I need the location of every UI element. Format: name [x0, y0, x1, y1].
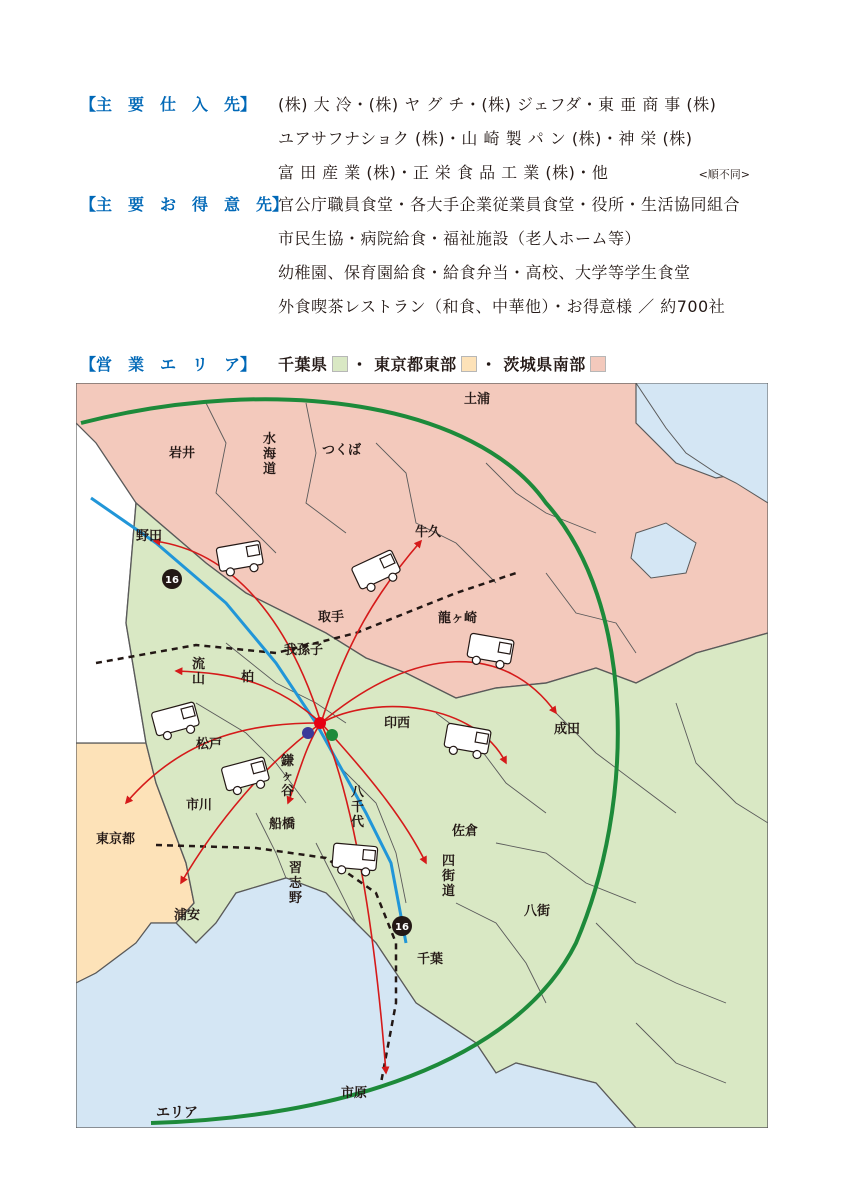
suppliers-line-1: (株) 大 冷・(株) ヤ グ チ・(株) ジェフダ・東 亜 商 事 (株): [278, 95, 717, 114]
region-chiba-name: 千葉県: [278, 355, 328, 374]
label-kamagaya: 鎌ヶ谷: [281, 754, 295, 799]
suppliers-label: 【主 要 仕 入 先】: [80, 95, 257, 114]
label-yachiyo: 八千代: [351, 785, 365, 830]
area-regions: [278, 350, 610, 380]
region-tokyo-swatch: [461, 356, 477, 372]
suppliers-line-3: 富 田 産 業 (株)・正 栄 食 品 工 業 (株)・他: [278, 163, 609, 182]
hub-red-dot: [314, 717, 326, 729]
sales-area-map: [76, 383, 768, 1128]
label-sakura: 佐倉: [452, 824, 479, 839]
route-16-badge-south: [392, 916, 412, 936]
hub-green-dot: [326, 729, 338, 741]
label-toride: 取手: [318, 610, 345, 625]
region-sep-1: ・: [351, 355, 369, 374]
label-yachimata: 八街: [524, 904, 551, 919]
customers-line-2: 市民生協・病院給食・福祉施設（老人ホーム等）: [278, 229, 642, 248]
region-tokyo-name: 東京都東部: [374, 355, 457, 374]
label-inzai: 印西: [384, 716, 411, 731]
label-area: エリア: [156, 1105, 198, 1121]
region-chiba-swatch: [332, 356, 348, 372]
label-noda: 野田: [136, 529, 163, 544]
label-ryugasaki: 龍ヶ崎: [438, 611, 478, 626]
customers-line-3: 幼稚園、保育園給食・給食弁当・高校、大学等学生食堂: [278, 263, 691, 282]
suppliers-order-note: <順不同>: [698, 168, 750, 181]
label-tokyo: 東京都: [96, 832, 136, 847]
area-label: 【営 業 エ リ ア】: [80, 355, 257, 374]
customers-line-1: 官公庁職員食堂・各大手企業従業員食堂・役所・生活協同組合: [278, 195, 741, 214]
svg-text:16: 16: [395, 922, 409, 933]
label-ushiku: 牛久: [415, 525, 442, 540]
suppliers-line-2: ユアサフナショク (株)・山 崎 製 パ ン (株)・神 栄 (株): [278, 129, 693, 148]
label-abiko: 我孫子: [284, 643, 324, 658]
suppliers-row-3: [80, 158, 750, 188]
hub-blue-dot: [302, 727, 314, 739]
label-tsukuba: つくば: [322, 443, 362, 458]
label-funabashi: 船橋: [269, 817, 296, 832]
label-urayasu: 浦安: [174, 908, 201, 923]
label-nagareyama: 流山: [192, 657, 206, 687]
route-16-badge-north: [162, 569, 182, 589]
region-sep-2: ・: [480, 355, 498, 374]
label-ichihara: 市原: [341, 1086, 368, 1101]
region-ibaraki-swatch: [590, 356, 606, 372]
customers-label: 【主 要 お 得 意 先】: [80, 195, 289, 214]
label-tsuchiura: 土浦: [464, 392, 491, 407]
label-kashiwa: 柏: [241, 670, 255, 685]
label-matsudo: 松戸: [196, 737, 223, 752]
label-iwai: 岩井: [169, 446, 196, 461]
label-narita: 成田: [554, 722, 581, 737]
label-narashino: 習志野: [289, 861, 303, 906]
svg-text:16: 16: [165, 575, 179, 586]
label-yotsukaido: 四街道: [442, 854, 456, 899]
region-ibaraki-name: 茨城県南部: [503, 355, 586, 374]
label-ichikawa: 市川: [186, 798, 213, 813]
customers-line-4: 外食喫茶レストラン（和食、中華他）・お得意様 ／ 約700社: [278, 297, 726, 316]
label-chiba: 千葉: [417, 952, 444, 967]
label-mitsukaido: 水海道: [263, 432, 277, 477]
